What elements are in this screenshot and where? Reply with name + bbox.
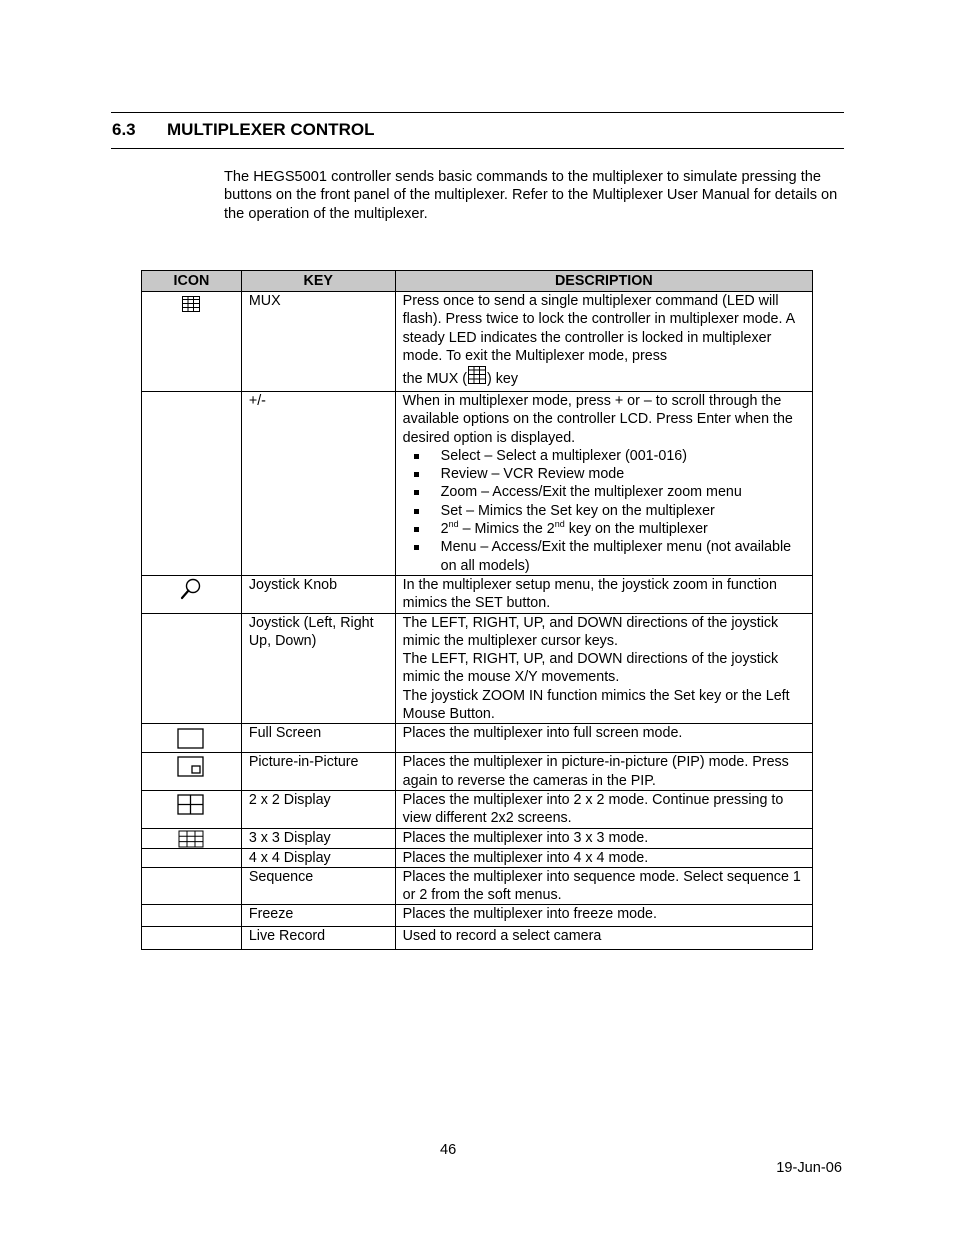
- icon-cell: [142, 575, 242, 613]
- description-cell: Press once to send a single multiplexer command (LED will flash). Press twice to lock the controller in multiplexer mode. A steady LED indicates the controller is locked in multiplexer mode. To exit the Multiplexer mode, press the MUX ( ) key: [395, 292, 812, 392]
- header-key: KEY: [241, 271, 395, 292]
- intro-paragraph: The HEGS5001 controller sends basic commands to the multiplexer to simulate pressing the buttons on the front panel of the multiplexer. Refer to the Multiplexer User Manual for details on the operation of the multiplexer.: [224, 169, 838, 222]
- key-cell: 4 x 4 Display: [241, 848, 395, 867]
- icon-cell: [142, 848, 242, 867]
- bottom-rule: [111, 148, 844, 149]
- table-row: [142, 790, 813, 828]
- key-cell: 3 x 3 Display: [241, 828, 395, 848]
- key-cell: MUX: [241, 292, 395, 392]
- table-row: [142, 905, 813, 927]
- icon-cell: [142, 292, 242, 392]
- description-cell: Places the multiplexer into sequence mode. Select sequence 1 or 2 from the soft menus.: [395, 867, 812, 905]
- table-row: [142, 724, 813, 753]
- key-cell: Full Screen: [241, 724, 395, 753]
- icon-cell: [142, 828, 242, 848]
- list-item: Set – Mimics the Set key on the multiplexer: [441, 502, 806, 520]
- nine-display-icon: [142, 830, 241, 848]
- table-row: [142, 867, 813, 905]
- footer-date: 19-Jun-06: [776, 1160, 842, 1176]
- table-row: [142, 848, 813, 867]
- table-row: [142, 828, 813, 848]
- list-item: Select – Select a multiplexer (001-016): [441, 447, 806, 465]
- mux-grid-icon: [142, 295, 241, 313]
- section-title: MULTIPLEXER CONTROL: [167, 120, 375, 139]
- icon-cell: [142, 724, 242, 753]
- key-cell: 2 x 2 Display: [241, 790, 395, 828]
- header-icon: ICON: [142, 271, 242, 292]
- description-cell: Used to record a select camera: [395, 927, 812, 950]
- icon-cell: [142, 867, 242, 905]
- description-cell: The LEFT, RIGHT, UP, and DOWN directions of the joystick mimic the multiplexer cursor keys. The LEFT, RIGHT, UP, and DOWN directions of the joystick mimic the mouse X/Y movements. The joystick ZOOM IN function mimics the Set key or the Left Mouse Button.: [395, 613, 812, 724]
- description-cell: Places the multiplexer into freeze mode.: [395, 905, 812, 927]
- description-cell: Places the multiplexer into 2 x 2 mode. Continue pressing to view different 2x2 screens.: [395, 790, 812, 828]
- icon-cell: [142, 613, 242, 724]
- table-row: [142, 927, 813, 950]
- key-cell: Live Record: [241, 927, 395, 950]
- option-list: [403, 447, 806, 575]
- pip-icon: [142, 756, 241, 778]
- table-row: [142, 575, 813, 613]
- icon-cell: [142, 790, 242, 828]
- description-cell: Places the multiplexer in picture-in-picture (PIP) mode. Press again to reverse the cameras in the PIP.: [395, 753, 812, 791]
- icon-cell: [142, 753, 242, 791]
- list-item: Menu – Access/Exit the multiplexer menu (not available on all models): [441, 538, 806, 575]
- list-item: 2nd – Mimics the 2nd key on the multiplexer: [441, 520, 806, 538]
- icon-cell: [142, 927, 242, 950]
- description-cell: Places the multiplexer into 3 x 3 mode.: [395, 828, 812, 848]
- section-heading: [112, 120, 374, 140]
- description-cell: Places the multiplexer into full screen mode.: [395, 724, 812, 753]
- description-cell: When in multiplexer mode, press + or – to scroll through the available options on the controller LCD. Press Enter when the desired option is displayed. Select – Select a multiplexer (001-016) Review – VCR Review mode Zoom – Access/Exit the multiplexer zoom menu Set – Mimics the Set key on the multiplexer 2nd – Mimics the 2nd key on the multiplexer Menu – Access/Exit the multiplexer menu (not available on all models): [395, 392, 812, 576]
- table-row: [142, 292, 813, 392]
- section-number: 6.3: [112, 120, 136, 139]
- table-row: [142, 392, 813, 576]
- mux-grid-icon: [467, 365, 487, 390]
- magnifier-icon: [142, 577, 241, 601]
- key-cell: Freeze: [241, 905, 395, 927]
- quad-display-icon: [142, 794, 241, 816]
- key-cell: Sequence: [241, 867, 395, 905]
- multiplexer-key-table: [141, 270, 813, 950]
- full-screen-icon: [142, 728, 241, 750]
- key-cell: Joystick Knob: [241, 575, 395, 613]
- page-number: 46: [440, 1142, 457, 1158]
- key-cell: Picture-in-Picture: [241, 753, 395, 791]
- table-row: [142, 613, 813, 724]
- key-cell: Joystick (Left, Right Up, Down): [241, 613, 395, 724]
- table-row: [142, 753, 813, 791]
- header-description: DESCRIPTION: [395, 271, 812, 292]
- key-cell: +/-: [241, 392, 395, 576]
- table-header-row: [142, 271, 813, 292]
- description-cell: In the multiplexer setup menu, the joystick zoom in function mimics the SET button.: [395, 575, 812, 613]
- list-item: Zoom – Access/Exit the multiplexer zoom menu: [441, 483, 806, 501]
- top-rule: [111, 112, 844, 113]
- description-cell: Places the multiplexer into 4 x 4 mode.: [395, 848, 812, 867]
- icon-cell: [142, 392, 242, 576]
- list-item: Review – VCR Review mode: [441, 465, 806, 483]
- icon-cell: [142, 905, 242, 927]
